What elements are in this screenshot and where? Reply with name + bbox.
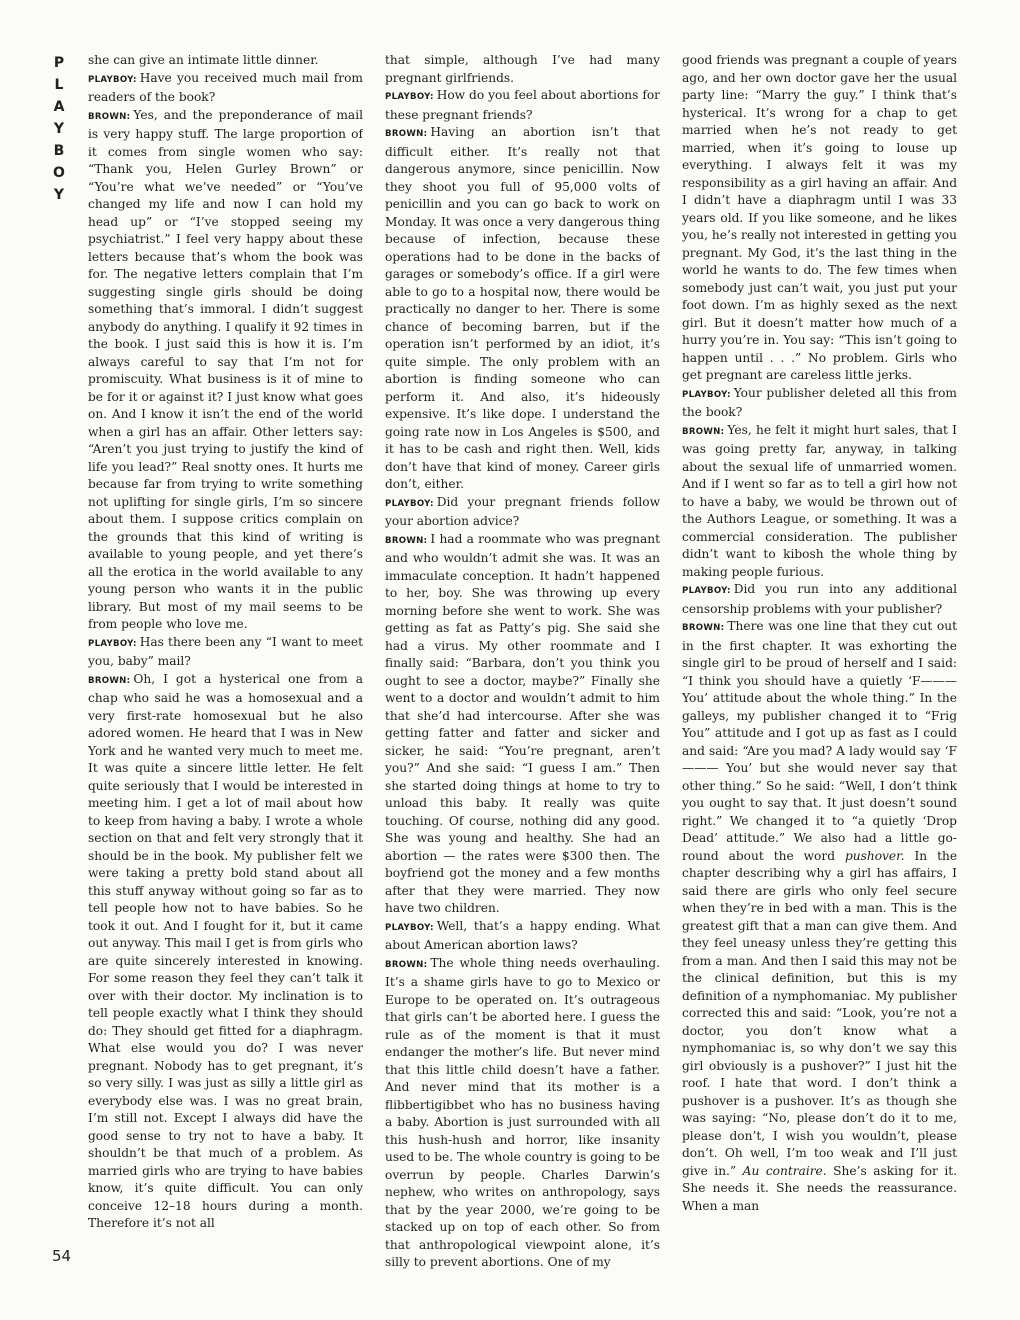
article-paragraph (385, 531, 660, 918)
speaker-label: BROWN: (88, 675, 131, 686)
italic-text: Au contraire. (742, 1163, 827, 1178)
article-paragraph (385, 918, 660, 955)
article-paragraph (88, 52, 363, 70)
speaker-label: BROWN: (385, 959, 428, 970)
paragraph-text: Have you received much mail from readers of the book? (88, 70, 363, 104)
paragraph-text: Oh, I got a hysterical one from a chap who said he was a homosexual and a very first-rate homosexual but he also adored women. He heard that I was in New York and he wanted very much to meet me. It was quite a sincere little letter. He felt quite seriously that I would be interested in meeting him. I get a lot of mail about how to keep from having a baby. I wrote a whole section on that and felt very strongly that it should be in the book. My publisher felt we were taking a pretty bold stand about all this stuff anyway without going so far as to tell people how not to have babies. So he took it out. And I fought for it, but it came out anyway. This mail I get is from girls who are quite sincerely interested in knowing. For some reason they feel they can’t talk it over with their doctor. My inclination is to tell people exactly what I think they should do: They should get fitted for a diaphragm. What else would you do? I was never pregnant. Nobody has to get pregnant, it’s so very silly. I was just as silly a little girl as everybody else was. I was no great brain, I’m still not. Except I always did have the good sense to try not to have a baby. It shouldn’t be that much of a problem. As married girls who are trying to have babies know, it’s quite difficult. You can only conceive 12–18 hours during a month. Therefore it’s not all (88, 671, 363, 1230)
paragraph-text: Did your pregnant friends follow your abortion advice? (385, 494, 660, 528)
magazine-label: P L A Y B O Y (53, 55, 65, 203)
paragraph-text: Has there been any “I want to meet you, baby” mail? (88, 634, 363, 668)
speaker-label: PLAYBOY: (385, 922, 434, 933)
article-paragraph (88, 70, 363, 107)
article-column-2 (385, 52, 660, 1272)
paragraph-text: Yes, and the preponderance of mail is very happy stuff. The large proportion of it comes from single women who say: “Thank you, Helen Gurley Brown” or “You’re what we’ve needed” or “You’ve changed my life and now I can hold my head up” or “I’ve stopped seeing my psychiatrist.” I feel very happy about these letters because that’s whom the book was for. The negative letters complain that I’m suggesting single girls should be doing something that’s immoral. I didn’t suggest anybody do anything. I qualify it 92 times in the book. I just said this is how it is. I’m always careful to say that I’m not for promiscuity. What business is it of mine to be for it or against it? I just know what goes on. And I know it isn’t the end of the world when a girl has an affair. Other letters say: “Aren’t you just trying to justify the kind of life you lead?” Real snotty ones. It hurts me because far from trying to write something not uplifting for single girls, I’m so sincere about them. I suppose critics complain on the grounds that this kind of writing is available to young people, and yet there’s all the erotica in the world available to any young person who wants it in the public library. But most of my mail seems to be from people who love me. (88, 107, 363, 631)
paragraph-text: How do you feel about abortions for these pregnant friends? (385, 88, 660, 122)
paragraph-text: that simple, although I’ve had many pregnant girlfriends. (385, 53, 660, 85)
speaker-label: BROWN: (385, 535, 428, 546)
article-paragraph (88, 634, 363, 671)
article-paragraph (682, 385, 957, 422)
speaker-label: PLAYBOY: (88, 74, 137, 85)
article-paragraph (88, 671, 363, 1233)
paragraph-text: I had a roommate who was pregnant and who wouldn’t admit she was. It was an immaculate conception. It hadn’t happened to her, boy. She was throwing up every morning before she went to work. She was getting as fat as Patty’s pig. She said she had a virus. My other roommate and I finally said: “Barbara, don’t you think you ought to see a doctor, maybe?” Finally she went to a doctor and wouldn’t admit to him that she’d had intercourse. After she was getting fatter and fatter and sicker and sicker, he said: “You’re pregnant, aren’t you?” And she said: “I guess I am.” Then she started doing things at home to try to unload this baby. It really was quite touching. Of course, nothing did any good. She was young and healthy. She had an abortion — the rates were $300 then. The boyfriend got the money and a few months after that they were married. They now have two children. (385, 531, 660, 915)
paragraph-text: In the chapter describing why a girl has affairs, I said there are girls who only feel secure when they’re in bed with a man. This is the greatest gift that a man can give them. And they feel uneasy unless they’re getting this from a man. And then I said this may not be the clinical definition, but this is my definition of a nymphomaniac. My publisher corrected this and said: “Look, you’re not a doctor, you don’t know what a nymphomaniac is, so why don’t we say this girl obviously is a pushover?” I just hit the roof. I hate that word. I don’t think a pushover is a pushover. It’s as though she was saying: “No, please don’t do it to me, please don’t, I wish you wouldn’t, please don’t. Oh well, I’m too weak and I’ll just give in.” (682, 848, 957, 1178)
paragraph-text: good friends was pregnant a couple of years ago, and her own doctor gave her the usual party line: “Marry the guy.” I think that’s hysterical. It’s wrong for a chap to get married when he’s not ready to get married, when it’s going to louse up everything. I always felt it was my responsibility as a girl having an affair. And I didn’t have a diaphragm until I was 33 years old. If you like someone, and he likes you, he’s really not interested in getting you pregnant. My God, it’s the last thing in the world he wants to do. The few times when somebody just can’t wait, you just put your foot down. I’m as highly sexed as the next girl. But it doesn’t matter how much of a hurry you’re in. You say: “This isn’t going to happen until . . .” No problem. Girls who get pregnant are careless little jerks. (682, 53, 957, 382)
speaker-label: PLAYBOY: (385, 498, 434, 509)
article-paragraph (385, 955, 660, 1272)
speaker-label: PLAYBOY: (385, 92, 434, 102)
article-paragraph (385, 494, 660, 531)
article-paragraph (682, 52, 957, 385)
article-body (88, 52, 957, 1272)
article-paragraph (385, 124, 660, 494)
paragraph-text: Your publisher deleted all this from the book? (682, 385, 957, 419)
paragraph-text: Well, that’s a happy ending. What about American abortion laws? (385, 918, 660, 952)
article-paragraph (88, 107, 363, 634)
article-paragraph (682, 581, 957, 618)
paragraph-text: Yes, he felt it might hurt sales, that I was going pretty far, anyway, in talking about the sexual life of unmarried women. And if I went so far as to tell a girl how not to have a baby, we would be thrown out of the Authors League, or something. It was a commercial consideration. The publisher didn’t want to kibosh the whole thing by making people furious. (682, 422, 957, 579)
speaker-label: PLAYBOY: (682, 389, 731, 400)
italic-text: pushover. (844, 848, 905, 863)
article-column-1 (88, 52, 363, 1272)
speaker-label: BROWN: (682, 426, 725, 437)
article-paragraph (385, 52, 660, 87)
speaker-label: BROWN: (88, 111, 131, 122)
speaker-label: PLAYBOY: (682, 586, 731, 596)
article-column-3 (682, 52, 957, 1272)
paragraph-text: she can give an intimate little dinner. (88, 53, 319, 67)
paragraph-text: The whole thing needs overhauling. It’s a shame girls have to go to Mexico or Europe to be operated on. It’s outrageous that girls can’t be aborted here. I guess the rule as of the moment is that it must endanger the mother’s life. But never mind that this little child doesn’t have a father. And never mind that its mother is a flibbertigibbet who has no business having a baby. Abortion is just surrounded with all this hush-hush and horror, like insanity used to be. The whole country is going to be overrun by people. Charles Darwin’s nephew, who writes on anthropology, says that by the year 2000, we’re going to be stacked up on top of each other. So from that anthropological viewpoint alone, it’s silly to prevent abortions. One of my (385, 955, 660, 1269)
paragraph-text: Did you run into any additional censorship problems with your publisher? (682, 582, 957, 616)
paragraph-text: She’s asking for it. She needs it. She needs the reassurance. When a man (682, 1163, 957, 1213)
page-number: 54 (52, 1247, 72, 1265)
article-paragraph (682, 618, 957, 1215)
paragraph-text: Having an abortion isn’t that difficult either. It’s really not that dangerous anymore, since penicillin. Now they shoot you full of 95,000 volts of penicillin and you can go back to work on Monday. It was once a very dangerous thing because of infection, because these operations had to be done in the backs of garages or somebody’s office. If a girl were able to go to a hospital now, there would be practically no danger to her. There is some chance of becoming barren, but if the operation isn’t performed by an idiot, it’s quite simple. The only problem with an abortion is finding someone who can perform it. And also, it’s hideously expensive. It’s like dope. I understand the going rate now in Los Angeles is $500, and it has to be cash and right then. Well, kids don’t have that kind of money. Career girls don’t, either. (385, 125, 660, 491)
speaker-label: BROWN: (385, 129, 428, 139)
article-paragraph (385, 87, 660, 124)
paragraph-text: There was one line that they cut out in the first chapter. It was exhorting the single girl to be proud of herself and I said: “I think you should have a quietly ‘F——— You’ attitude about the whole thing.” In the galleys, my publisher changed it to “Frig You” attitude and I got up as fast as I could and said: “Are you mad? A lady would say ‘F——— You’ but she would never say that other thing.” So he said: “Well, I don’t think you ought to say that. It just doesn’t sound right.” We changed it to “a quietly ‘Drop Dead’ attitude.” We also had a little go-round about the word (682, 619, 957, 863)
article-paragraph (682, 422, 957, 582)
speaker-label: BROWN: (682, 623, 725, 633)
speaker-label: PLAYBOY: (88, 638, 137, 649)
